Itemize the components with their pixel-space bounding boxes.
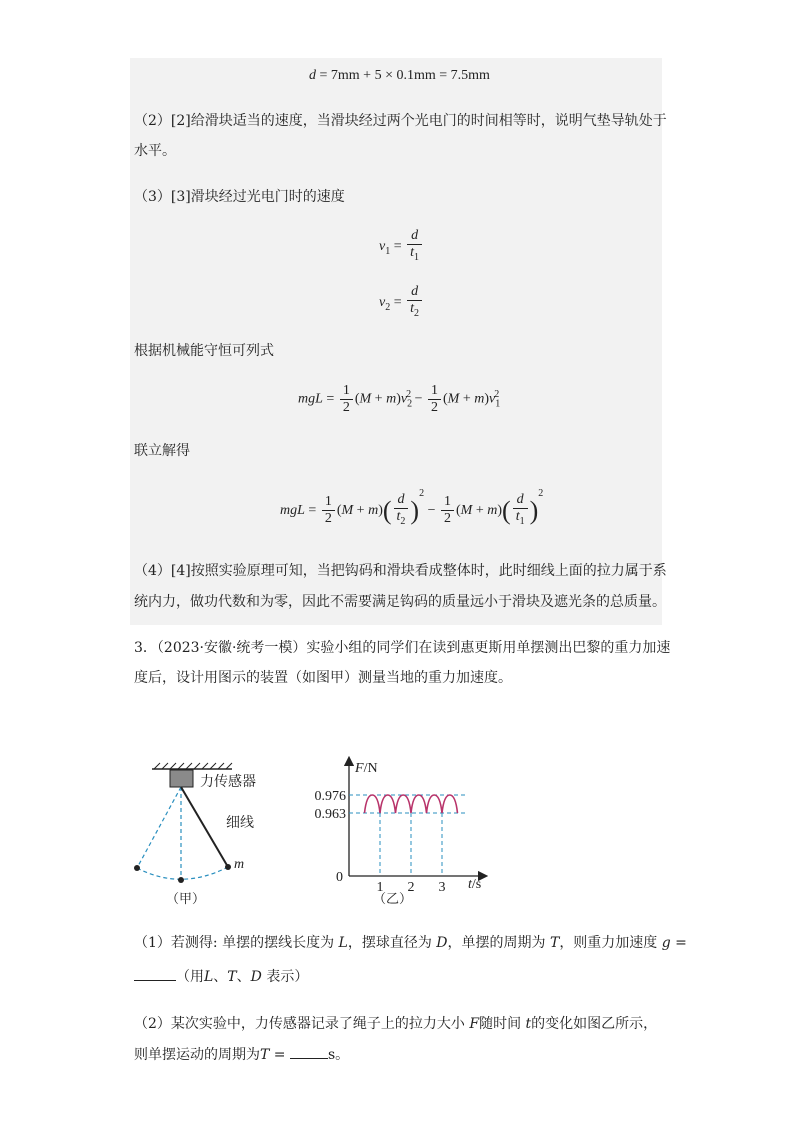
sub1-text-b: ，摆球直径为	[347, 935, 432, 951]
solution-part4-line1: （4）[4]按照实验原理可知，当把钩码和滑块看成整体时，此时细线上面的拉力属于系	[134, 563, 667, 579]
sub1-text-e: （用	[176, 969, 204, 985]
sub1-text-f: 表示）	[266, 969, 309, 985]
question3-line1: 3．（2023·安徽·统考一模）实验小组的同学们在读到惠更斯用单摆测出巴黎的重力加速	[134, 640, 671, 656]
x-tick-label: 2	[407, 880, 415, 895]
sub1-text-a: （1）若测得: 单摆的摆线长度为	[134, 935, 335, 951]
solution-part2-line1: （2）[2]给滑块适当的速度，当滑块经过两个光电门的时间相等时，说明气垫导轨处于	[134, 113, 667, 129]
equation-v1: $v_1$ = $\frac{d}{t_1}$	[379, 228, 424, 266]
figure-pendulum	[130, 755, 300, 910]
equation-energy: mgL = $\frac{1}{2}$ $(M + m)v_2^2$ − $\frac{1}{2}$ $(M + m)v_1^2$	[298, 383, 501, 415]
subquestion1-line2: （用L、T、D 表示）	[134, 968, 308, 985]
equation-solved: mgL = $\frac{1}{2}$ (M + m)( $\frac{d}{t_2}$ )$^2$ − $\frac{1}{2}$ (M + m)( $\frac{d}{t_1}$ )$^2$	[280, 488, 544, 527]
sensor-label: 力传感器	[200, 775, 256, 790]
question3-line2: 度后，设计用图示的装置（如图甲）测量当地的重力加速度。	[134, 670, 512, 686]
sub2-text-b: 随时间	[479, 1016, 522, 1032]
sub2-text-c: 的变化如图乙所示，	[531, 1016, 658, 1032]
y-axis-label: F/N	[355, 761, 378, 776]
force-curve	[365, 795, 458, 813]
string-label: 细线	[226, 816, 254, 831]
solution-part2-line2: 水平。	[134, 143, 176, 159]
origin-label: 0	[336, 870, 343, 885]
solution-solve-text: 联立解得	[134, 443, 190, 459]
solution-part3-line1: （3）[3]滑块经过光电门时的速度	[134, 189, 345, 205]
string-solid	[181, 787, 228, 867]
equation-v2: $v_2$ = $\frac{d}{t_2}$	[379, 284, 424, 322]
solution-background	[130, 58, 662, 625]
subquestion2-line1: （2）某次实验中，力传感器记录了绳子上的拉力大小 F随时间 t的变化如图乙所示，	[134, 1016, 658, 1032]
sub2-text-a: （2）某次实验中，力传感器记录了绳子上的拉力大小	[134, 1016, 465, 1032]
ball-bottom	[178, 877, 184, 883]
answer-blank-period[interactable]	[290, 1046, 328, 1059]
sub2-text-e: s。	[327, 1047, 350, 1063]
sub1-text-c: ，单摆的周期为	[447, 935, 546, 951]
ball-right	[225, 864, 231, 870]
mass-label: m	[234, 857, 245, 872]
caption-jia: （甲）	[166, 891, 206, 906]
ball-left	[134, 865, 140, 871]
subquestion2-line2: 则单摆运动的周期为T = s。	[134, 1047, 350, 1063]
caption-yi: （乙）	[373, 891, 413, 906]
y-tick-label: 0.976	[314, 789, 346, 804]
x-tick-label: 3	[438, 880, 446, 895]
y-tick-label: 0.963	[314, 807, 346, 822]
figure-force-graph	[305, 755, 490, 910]
sub1-text-d: ，则重力加速度	[559, 935, 658, 951]
answer-blank-g[interactable]	[134, 968, 176, 981]
force-sensor	[170, 770, 193, 787]
string-left-dashed	[137, 787, 181, 868]
equation-d: d = 7mm + 5 × 0.1mm = 7.5mm	[309, 68, 490, 83]
ceiling-hatch	[154, 763, 232, 769]
subquestion1-line1: （1）若测得: 单摆的摆线长度为 L，摆球直径为 D，单摆的周期为 T，则重力加速度 g =	[134, 935, 687, 951]
solution-part4-line2: 统内力，做功代数和为零，因此不需要满足钩码的质量远小于滑块及遮光条的总质量。	[134, 594, 666, 610]
x-tick-label: 1	[376, 880, 384, 895]
sub2-text-d: 则单摆运动的周期为	[134, 1047, 260, 1063]
x-axis-label: t/s	[468, 877, 482, 892]
solution-conservation-text: 根据机械能守恒可列式	[134, 343, 274, 359]
